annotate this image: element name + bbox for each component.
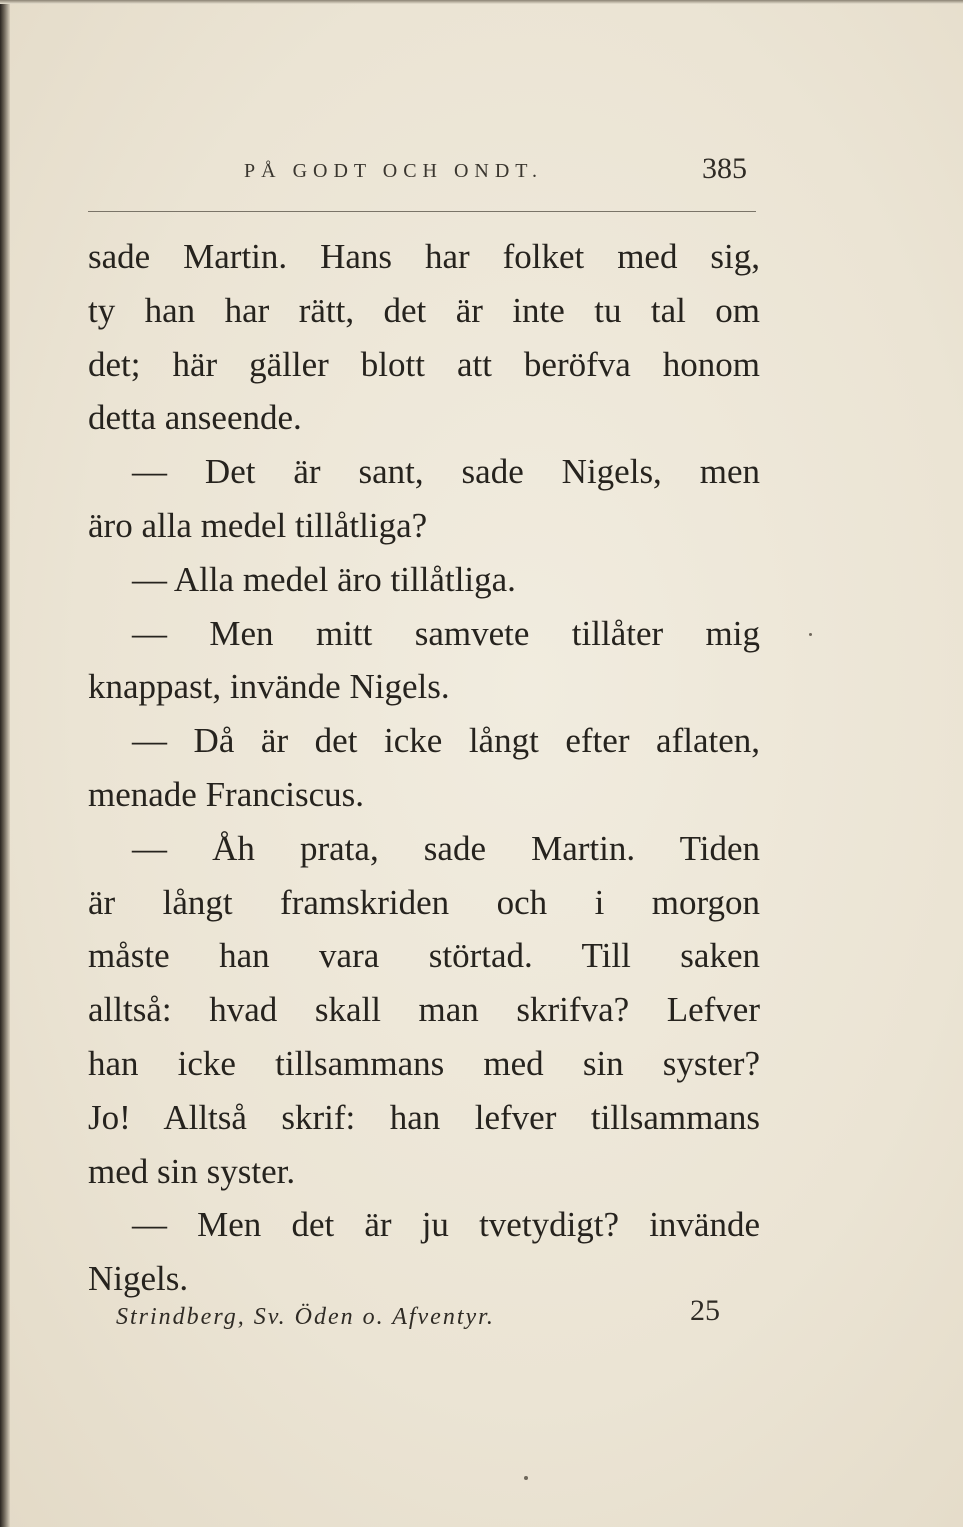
text-line: måste han vara störtad. Till saken <box>88 936 760 976</box>
paper-speck <box>524 1476 528 1480</box>
text-line: — Alla medel äro tillåtliga. <box>132 559 516 599</box>
text-line: — Men mitt samvete tillåter mig <box>132 613 760 653</box>
text-line: sade Martin. Hans har folket med sig, <box>88 237 760 276</box>
text-line: äro alla medel tillåtliga? <box>88 505 428 545</box>
text-line: menade Franciscus. <box>88 774 365 814</box>
text-line: alltså: hvad skall man skrifva? Lefver <box>88 990 760 1030</box>
page-top-edge <box>0 0 963 4</box>
text-line: med sin syster. <box>88 1151 296 1191</box>
text-line: Nigels. <box>88 1259 189 1299</box>
header-rule <box>88 211 756 212</box>
body-text <box>88 230 760 1306</box>
sheet-number: 25 <box>690 1294 720 1327</box>
text-line: han icke tillsammans med sin syster? <box>88 1043 760 1083</box>
text-line: ty han har rätt, det är inte tu tal om <box>88 290 760 330</box>
paper-speck <box>809 633 812 636</box>
text-line: Jo! Alltså skrif: han lefver tillsammans <box>88 1097 760 1137</box>
running-title: PÅ GODT OCH ONDT. <box>244 160 544 182</box>
text-line: det; här gäller blott att beröfva honom <box>88 344 760 384</box>
text-line: är långt framskriden och i morgon <box>88 882 760 922</box>
text-line: detta anseende. <box>88 398 302 438</box>
text-line: — Men det är ju tvetydigt? invände <box>132 1205 760 1245</box>
text-line: — Det är sant, sade Nigels, men <box>132 452 760 492</box>
binding-edge <box>0 0 10 1527</box>
signature-mark: Strindberg, Sv. Öden o. Afventyr. <box>116 1304 495 1330</box>
text-line: knappast, invände Nigels. <box>88 667 450 707</box>
page-number: 385 <box>702 152 747 185</box>
text-line: — Då är det icke långt efter aflaten, <box>132 721 760 761</box>
text-line: — Åh prata, sade Martin. Tiden <box>132 828 760 868</box>
